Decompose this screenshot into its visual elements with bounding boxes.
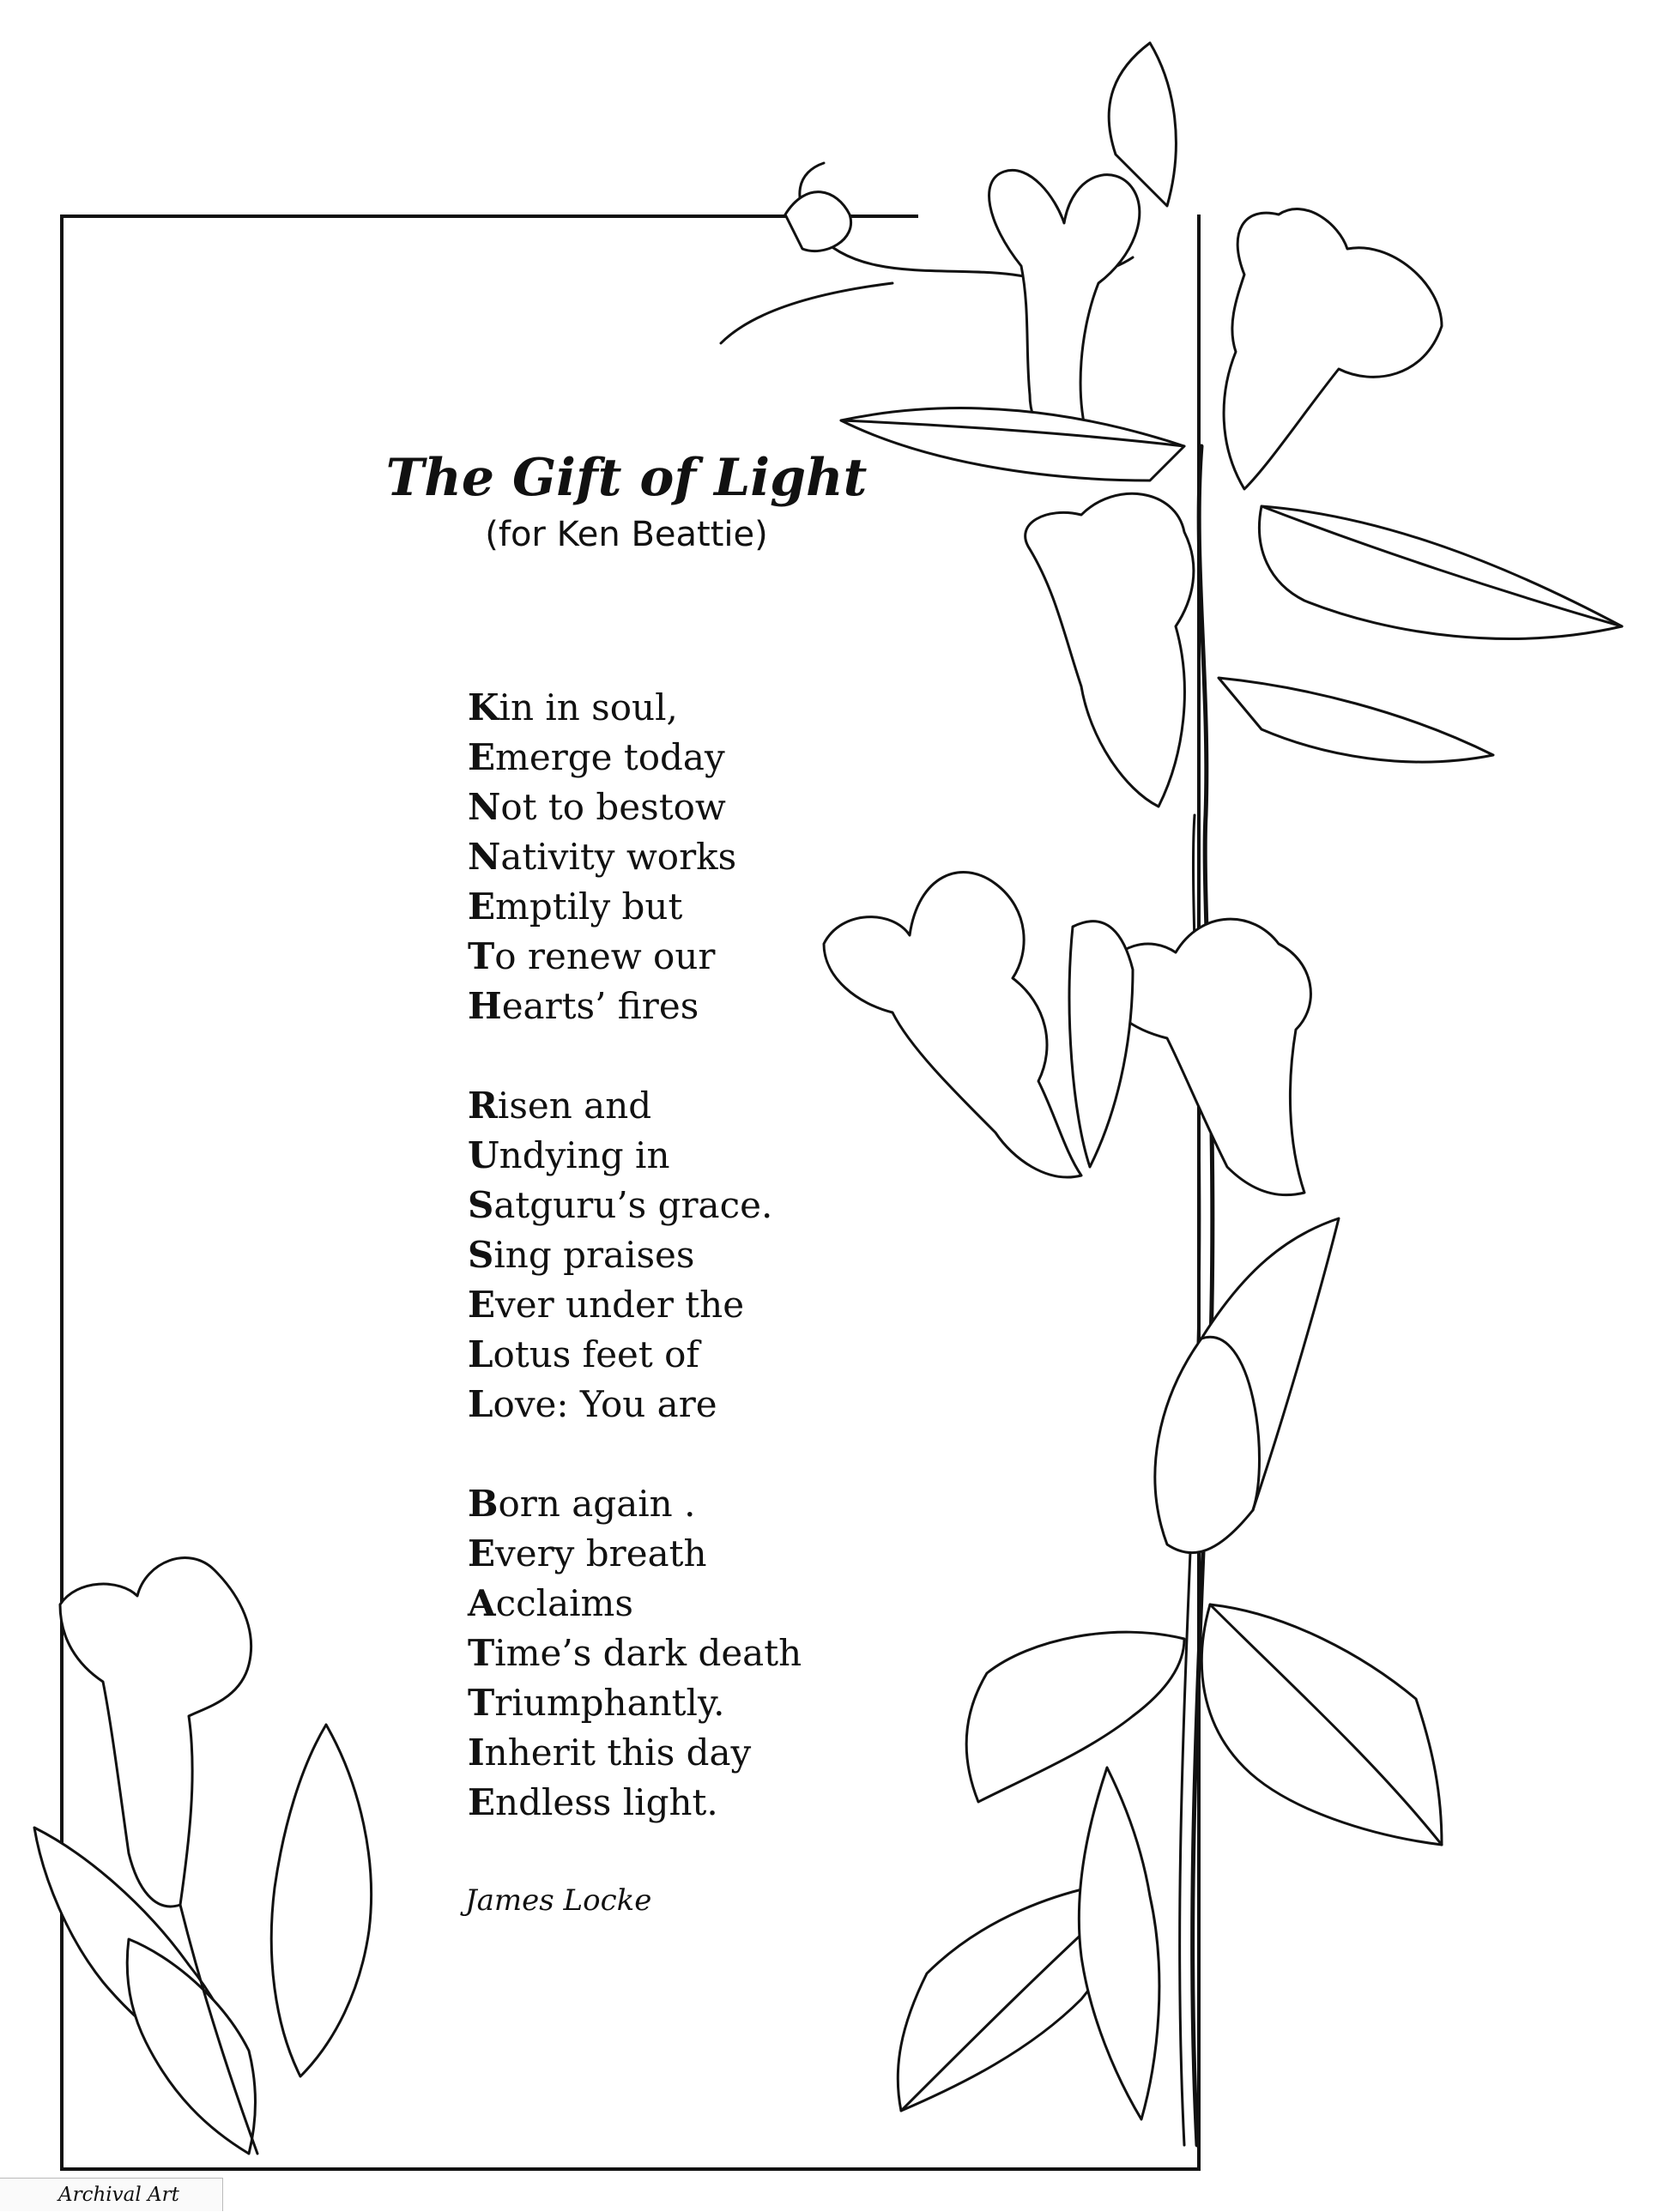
poem-line: [468, 1330, 802, 1380]
poem-line: [468, 982, 802, 1031]
line-text: ot to bestow: [500, 786, 726, 828]
flower-middle-hanging: [1026, 493, 1194, 807]
poem-body: [468, 683, 802, 1877]
poem-line: [468, 1131, 802, 1181]
flower-bottom-left: [60, 1558, 251, 1907]
poem-line: [468, 932, 802, 982]
poem-line: [468, 1579, 802, 1629]
leaf-bottom-center: [1079, 1768, 1159, 2119]
acrostic-initial: T: [468, 935, 495, 977]
acrostic-initial: E: [468, 1284, 496, 1326]
acrostic-initial: E: [468, 1532, 496, 1574]
stanza-3: [468, 1479, 802, 1828]
line-text: very breath: [495, 1532, 707, 1574]
poem-line: [468, 1479, 802, 1529]
line-text: merge today: [495, 736, 725, 778]
line-text: cclaims: [495, 1582, 633, 1624]
line-text: ver under the: [495, 1284, 745, 1326]
leaf-middle-right: [1219, 678, 1493, 762]
poem-line: [468, 1230, 802, 1280]
poem-line: [468, 1081, 802, 1131]
stanza-2: [468, 1081, 802, 1429]
acrostic-initial: A: [468, 1582, 496, 1624]
line-text: ndless light.: [495, 1781, 718, 1823]
poem-dedication: (for Ken Beattie): [485, 515, 768, 554]
acrostic-initial: H: [468, 985, 502, 1027]
vine-stem: [1193, 446, 1213, 2145]
acrostic-initial: N: [468, 836, 501, 878]
line-text: nherit this day: [484, 1732, 752, 1774]
line-text: ime’s dark death: [494, 1632, 802, 1674]
line-text: otus feet of: [493, 1333, 699, 1375]
poem-line: [468, 683, 802, 733]
line-text: riumphantly.: [494, 1682, 725, 1724]
poem-line: [468, 832, 802, 882]
acrostic-initial: T: [468, 1632, 495, 1674]
acrostic-initial: E: [468, 736, 496, 778]
poem-line: [468, 1728, 802, 1778]
acrostic-initial: S: [468, 1184, 494, 1226]
poem-line: [468, 1678, 802, 1728]
line-text: mptily but: [495, 885, 683, 928]
flower-lower-left: [824, 873, 1081, 1177]
poem-author: James Locke: [465, 1883, 652, 1918]
archive-label: Archival Art: [0, 2178, 223, 2211]
leaf-bottom-left-tall: [271, 1725, 371, 2076]
line-text: isen and: [497, 1085, 652, 1127]
acrostic-initial: L: [468, 1333, 493, 1375]
leaf-upper-left: [841, 408, 1184, 480]
acrostic-initial: E: [468, 1781, 496, 1823]
acrostic-initial: U: [468, 1134, 499, 1176]
acrostic-initial: I: [468, 1732, 485, 1774]
leaf-lower-mid: [1069, 922, 1133, 1167]
acrostic-initial: R: [468, 1085, 498, 1127]
line-text: orn again .: [498, 1483, 696, 1525]
line-text: ativity works: [500, 836, 737, 878]
poem-line: [468, 1778, 802, 1828]
flower-top-right: [1224, 209, 1442, 489]
flower-top-left: [989, 170, 1140, 450]
leaf-large-middle: [1155, 1218, 1339, 1553]
poem-line: [468, 1529, 802, 1579]
poem-title: The Gift of Light: [385, 448, 868, 508]
acrostic-initial: E: [468, 885, 496, 928]
line-text: earts’ fires: [501, 985, 699, 1027]
line-text: o renew our: [494, 935, 716, 977]
acrostic-initial: S: [468, 1234, 494, 1276]
line-text: ove: You are: [493, 1383, 717, 1425]
line-text: atguru’s grace.: [493, 1184, 773, 1226]
poem-line: [468, 1629, 802, 1678]
line-text: ndying in: [499, 1134, 670, 1176]
leaf-lower-left: [966, 1632, 1184, 1802]
acrostic-initial: L: [468, 1383, 493, 1425]
acrostic-initial: T: [468, 1682, 495, 1724]
stanza-1: [468, 683, 802, 1031]
acrostic-initial: B: [468, 1483, 499, 1525]
leaf-large-lower-right: [1201, 1605, 1442, 1845]
acrostic-initial: N: [468, 786, 501, 828]
poem-line: [468, 882, 802, 932]
poem-line: [468, 1380, 802, 1429]
acrostic-initial: K: [468, 686, 499, 728]
poem-line: [468, 783, 802, 832]
poem-line: [468, 1280, 802, 1330]
line-text: ing praises: [493, 1234, 695, 1276]
poem-line: [468, 1181, 802, 1230]
line-text: in in soul,: [499, 686, 678, 728]
poem-line: [468, 733, 802, 783]
